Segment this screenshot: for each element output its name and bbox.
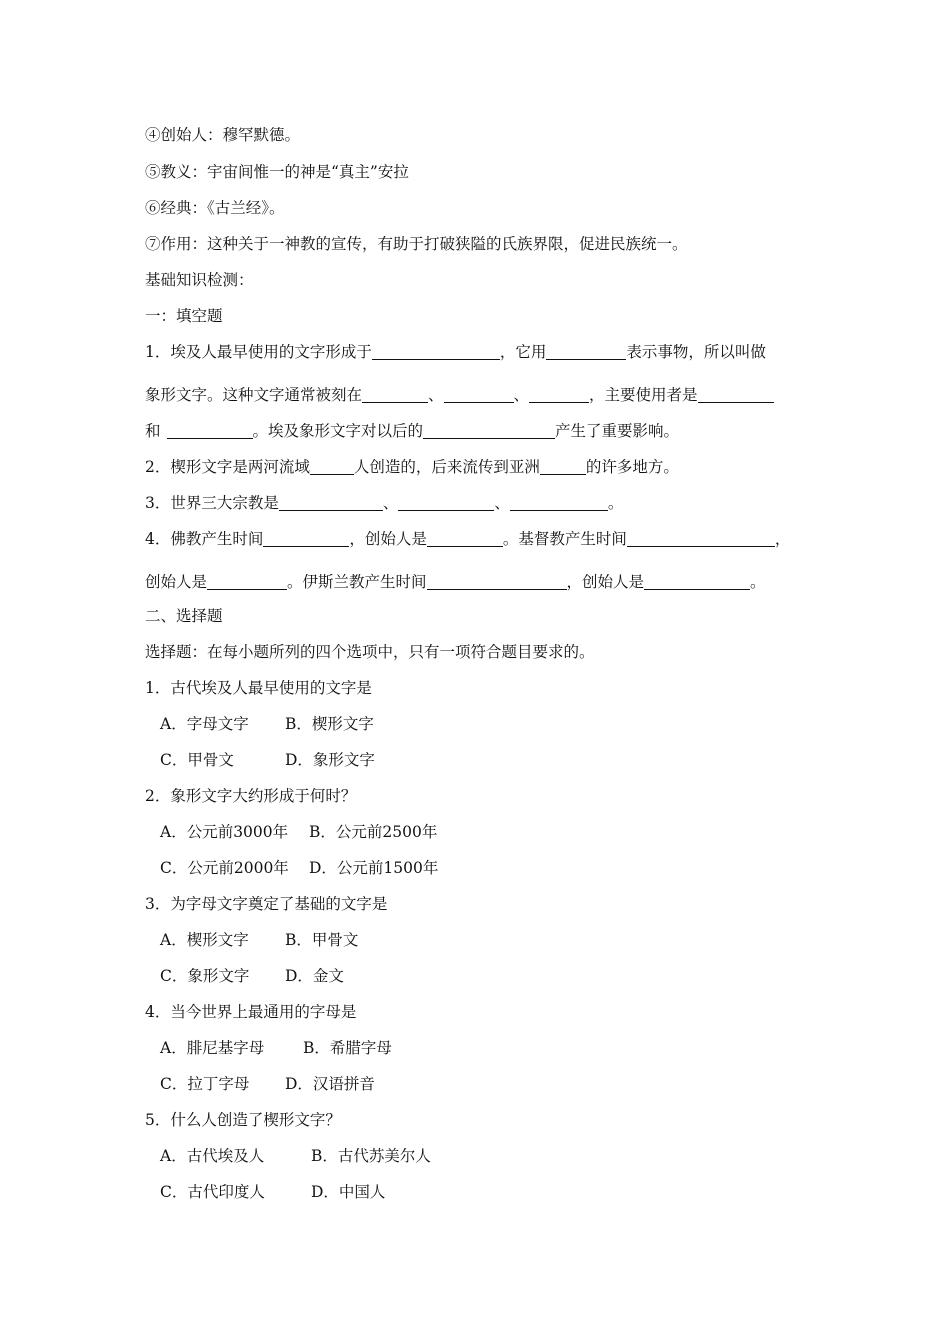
answer-blank[interactable] (510, 494, 608, 511)
option-c[interactable]: C．拉丁字母 (160, 1075, 250, 1093)
option-c[interactable]: C．甲骨文 (160, 751, 234, 769)
answer-blank[interactable] (310, 458, 354, 475)
answer-blank[interactable] (546, 343, 626, 360)
answer-blank[interactable] (427, 573, 567, 590)
option-a[interactable]: A．古代埃及人 (160, 1147, 265, 1165)
question-stem: 5．什么人创造了楔形文字？ (145, 1111, 341, 1129)
option-a[interactable]: A．字母文字 (160, 715, 249, 733)
intro-doctrine: ⑤教义：宇宙间惟一的神是“真主”安拉 (145, 163, 409, 181)
fill-q2: 2．楔形文字是两河流域 人创造的，后来流传到亚洲 的许多地方。 (145, 458, 679, 476)
question-stem: 2．象形文字大约形成于何时？ (145, 787, 357, 805)
answer-blank[interactable] (427, 530, 503, 547)
option-b[interactable]: B．甲骨文 (285, 931, 359, 949)
option-b[interactable]: B．公元前2500年 (309, 823, 438, 841)
answer-blank[interactable] (540, 458, 586, 475)
fill-q1-line1: 1．埃及人最早使用的文字形成于 ，它用 表示事物，所以叫做 (145, 343, 766, 361)
option-d[interactable]: D．汉语拼音 (285, 1075, 375, 1093)
answer-blank[interactable] (444, 386, 514, 403)
option-b[interactable]: B．希腊字母 (303, 1039, 392, 1057)
answer-blank[interactable] (644, 573, 750, 590)
fill-q4-line1: 4．佛教产生时间 ，创始人是 。基督教产生时间 ， (145, 530, 791, 548)
option-b[interactable]: B．古代苏美尔人 (311, 1147, 431, 1165)
option-d[interactable]: D．金文 (285, 967, 344, 985)
section-check-heading: 基础知识检测： (145, 271, 254, 289)
choice-instructions: 选择题：在每小题所列的四个选项中，只有一项符合题目要求的。 (145, 643, 595, 661)
answer-blank[interactable] (263, 530, 349, 547)
section-choice-heading: 二、选择题 (145, 607, 223, 625)
option-d[interactable]: D．中国人 (311, 1183, 386, 1201)
question-stem: 4．当今世界上最通用的字母是 (145, 1003, 357, 1021)
option-b[interactable]: B．楔形文字 (285, 715, 374, 733)
answer-blank[interactable] (423, 422, 555, 439)
section-fill-heading: 一：填空题 (145, 307, 223, 325)
fill-q4-line2: 创始人是 。伊斯兰教产生时间 ，创始人是 。 (145, 573, 766, 591)
answer-blank[interactable] (372, 343, 500, 360)
option-a[interactable]: A．楔形文字 (160, 931, 249, 949)
intro-scripture: ⑥经典：《古兰经》。 (145, 199, 285, 217)
option-a[interactable]: A．腓尼基字母 (160, 1039, 265, 1057)
answer-blank[interactable] (398, 494, 494, 511)
answer-blank[interactable] (207, 573, 287, 590)
option-d[interactable]: D．公元前1500年 (309, 859, 439, 877)
answer-blank[interactable] (167, 422, 253, 439)
question-stem: 1．古代埃及人最早使用的文字是 (145, 679, 372, 697)
answer-blank[interactable] (627, 530, 775, 547)
option-c[interactable]: C．古代印度人 (160, 1183, 265, 1201)
answer-blank[interactable] (529, 386, 589, 403)
intro-role: ⑦作用：这种关于一神教的宣传，有助于打破狭隘的氏族界限，促进民族统一。 (145, 235, 688, 253)
question-stem: 3．为字母文字奠定了基础的文字是 (145, 895, 388, 913)
answer-blank[interactable] (362, 386, 428, 403)
option-d[interactable]: D．象形文字 (285, 751, 375, 769)
option-a[interactable]: A．公元前3000年 (160, 823, 289, 841)
answer-blank[interactable] (279, 494, 383, 511)
intro-founder: ④创始人：穆罕默德。 (145, 126, 301, 144)
answer-blank[interactable] (698, 386, 774, 403)
fill-q1-line2: 象形文字。这种文字通常被刻在 、 、 ，主要使用者是 (145, 385, 774, 405)
option-c[interactable]: C．象形文字 (160, 967, 250, 985)
fill-q1-line3: 和 。埃及象形文字对以后的 产生了重要影响。 (145, 422, 680, 440)
option-c[interactable]: C．公元前2000年 (160, 859, 289, 877)
fill-q3: 3．世界三大宗教是 、 、 。 (145, 494, 624, 512)
